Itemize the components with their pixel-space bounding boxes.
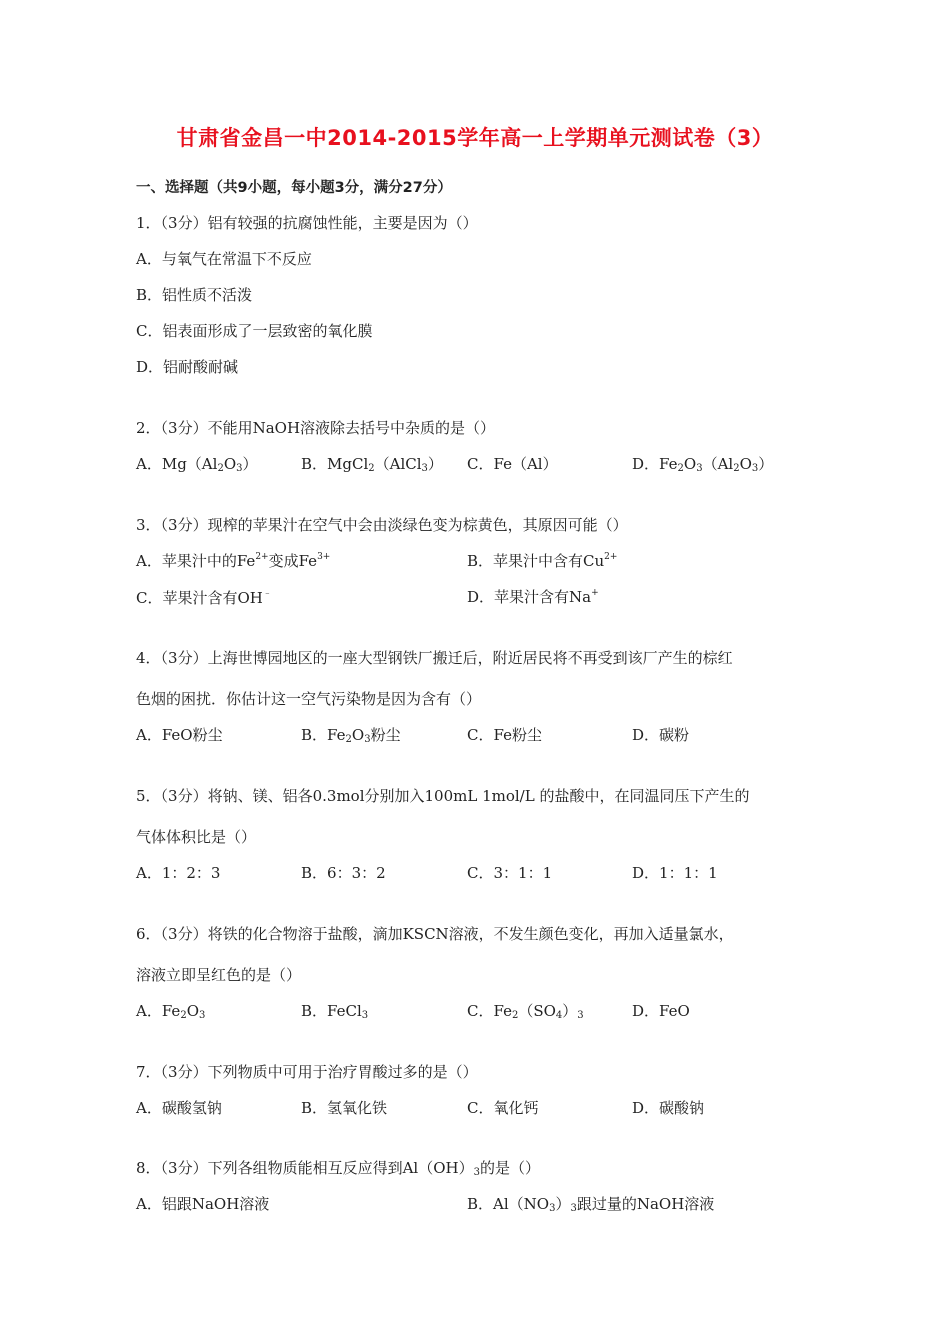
- question-4-option-d: D．碳粉: [632, 726, 690, 744]
- question-5-option-c: C．3：1：1: [467, 864, 553, 882]
- question-5-option-d: D．1：1：1: [632, 864, 718, 882]
- question-7-option-a: A．碳酸氢钠: [136, 1099, 222, 1117]
- question-1-option-c: C．铝表面形成了一层致密的氧化膜: [136, 322, 373, 340]
- question-1-option-d: D．铝耐酸耐碱: [136, 358, 239, 376]
- question-2-option-a: A．$Mg(Al_2O_3)$: [136, 455, 258, 474]
- question-6-option-b: B．FeCl$_3$: [301, 1002, 369, 1021]
- question-7-option-c: C．氧化钙: [467, 1099, 539, 1117]
- question-3-option-a: A．苹果汁中的$Fe^{2+}$变成$Fe^{3+}$: [136, 552, 331, 570]
- question-7-option-b: B．氢氧化铁: [301, 1099, 388, 1117]
- question-6-option-a: A．$Fe_2O_3$: [136, 1002, 206, 1021]
- question-2-stem: 2．（3分）不能用NaOH溶液除去括号中杂质的是（）: [136, 419, 496, 437]
- question-8-option-b: B．$Al(NO_3)_3$跟过量的NaOH溶液: [467, 1195, 715, 1214]
- question-3-option-b: B．苹果汁中含有$Cu^{2+}$: [467, 552, 618, 570]
- question-5-option-a: A．1：2：3: [136, 864, 221, 882]
- question-8-stem: 8．（3分）下列各组物质能相互反应得到$Al(OH)_3$的是（）: [136, 1159, 540, 1178]
- question-6-stem-line-2: 溶液立即呈红色的是（）: [136, 966, 302, 984]
- question-4-option-a: A．FeO粉尘: [136, 726, 223, 744]
- question-4-option-c: C．Fe粉尘: [467, 726, 542, 744]
- question-7-stem: 7．（3分）下列物质中可用于治疗胃酸过多的是（）: [136, 1063, 478, 1081]
- question-3-option-d: D．苹果汁含有Na+: [467, 588, 599, 606]
- page-title: 甘肃省金昌一中2014-2015学年高一上学期单元测试卷（3）: [176, 126, 774, 150]
- section-heading: 一、选择题（共9小题，每小题3分，满分27分）: [136, 180, 452, 196]
- question-3-stem: 3．（3分）现榨的苹果汁在空气中会由淡绿色变为棕黄色，其原因可能（）: [136, 516, 628, 534]
- question-4-stem-line-1: 4．（3分）上海世博园地区的一座大型钢铁厂搬迁后，附近居民将不再受到该厂产生的棕红: [136, 649, 733, 667]
- question-1-option-a: A．与氧气在常温下不反应: [136, 250, 312, 268]
- question-1-option-b: B．铝性质不活泼: [136, 286, 253, 304]
- question-6-option-c: C．$Fe_2(SO_4)_3$: [467, 1002, 584, 1021]
- question-1-stem: 1．（3分）铝有较强的抗腐蚀性能，主要是因为（）: [136, 214, 478, 232]
- question-5-option-b: B．6：3：2: [301, 864, 386, 882]
- question-2-option-c: C．Fe（Al）: [467, 455, 558, 473]
- question-4-option-b: B．$Fe_2O_3$粉尘: [301, 726, 401, 745]
- question-2-option-b: B．MgCl$_2$（AlCl$_3$）: [301, 455, 443, 474]
- question-8-option-a: A．铝跟NaOH溶液: [136, 1195, 270, 1213]
- question-5-stem-line-1: 5．（3分）将钠、镁、铝各0.3mol分别加入100mL 1mol/L 的盐酸中，在同温同压下产生的: [136, 787, 750, 805]
- question-5-stem-line-2: 气体体积比是（）: [136, 828, 257, 846]
- question-2-option-d: D．$Fe_2O_3(Al_2O_3)$: [632, 455, 774, 474]
- question-6-option-d: D．FeO: [632, 1002, 690, 1020]
- question-3-option-c: C．苹果汁含有OH﹣: [136, 589, 272, 607]
- question-7-option-d: D．碳酸钠: [632, 1099, 705, 1117]
- question-4-stem-line-2: 色烟的困扰．你估计这一空气污染物是因为含有（）: [136, 690, 482, 708]
- question-6-stem-line-1: 6．（3分）将铁的化合物溶于盐酸，滴加KSCN溶液，不发生颜色变化，再加入适量氯水，: [136, 925, 734, 943]
